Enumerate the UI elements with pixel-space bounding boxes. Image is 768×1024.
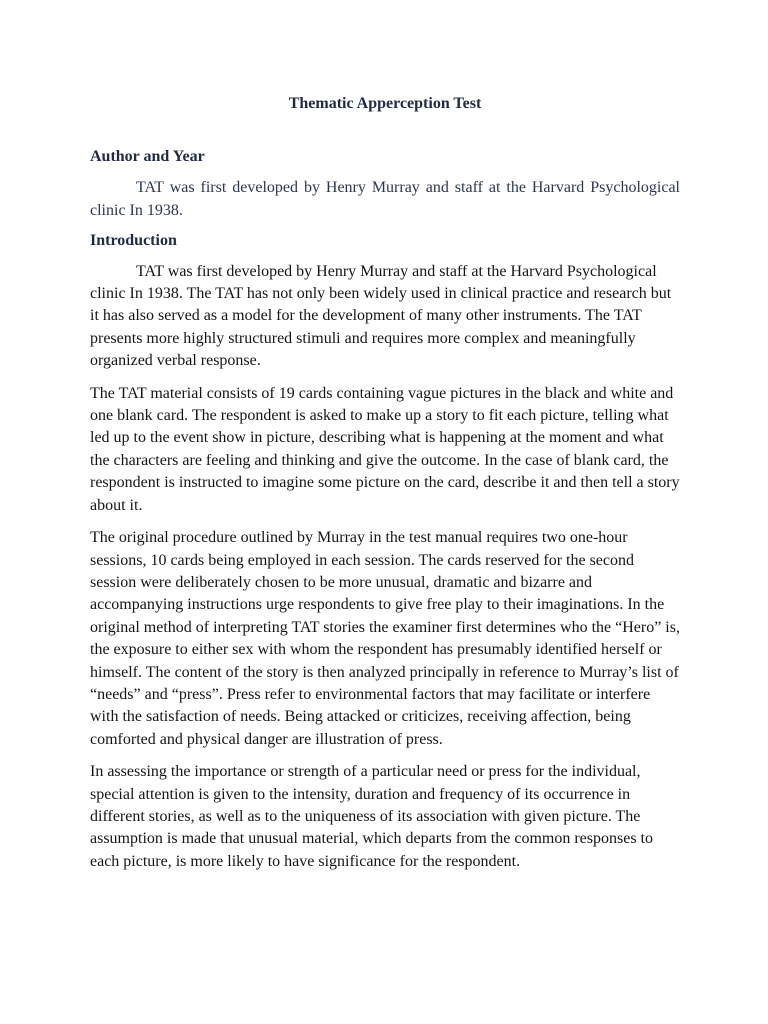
- assessment-paragraph: In assessing the importance or strength of a particular need or press for the individual, special attention is given to the intensity, duration and frequency of its occurrence in different stories, as well as to the uniqueness of its association with given picture. The assumption is made that unusual material, which departs from the common responses to each picture, is more likely to have significance for the respondent.: [90, 763, 653, 870]
- original-procedure-paragraph: The original procedure outlined by Murray in the test manual requires two one-hour sessions, 10 cards being employed in each session. The cards reserved for the second session were deliberately chosen to be more unusual, dramatic and bizarre and accompanying instructions urge respondents to give free play to their imaginations. In the original method of interpreting TAT stories the examiner first determines who the “Hero” is, the exposure to either sex with whom the respondent has presumably identified herself or himself. The content of the story is then analyzed principally in reference to Murray’s list of “needs” and “press”. Press refer to environmental factors that may facilitate or interfere with the satisfaction of needs. Being attacked or criticizes, receiving affection, being comforted and physical danger are illustration of press.: [90, 529, 680, 748]
- introduction-heading: Introduction: [90, 232, 177, 250]
- author-year-paragraph: TAT was first developed by Henry Murray and staff at the Harvard Psychological clinic In 1938.: [90, 179, 680, 219]
- tat-material-paragraph: The TAT material consists of 19 cards containing vague pictures in the black and white and one blank card. The respondent is asked to make up a story to fit each picture, telling what led up to the event show in picture, describing what is happening at the moment and what the characters are feeling and thinking and give the outcome. In the case of blank card, the respondent is instructed to imagine some picture on the card, describe it and then tell a story about it.: [90, 384, 680, 514]
- author-year-heading: Author and Year: [90, 148, 205, 165]
- document-title: Thematic Apperception Test: [288, 95, 482, 112]
- intro-paragraph-1: TAT was first developed by Henry Murray and staff at the Harvard Psychological clinic In 1938. The TAT has not only been widely used in clinical practice and research but it has also served as a model for the development of many other instruments. The TAT presents more highly structured stimuli and requires more complex and meaningfully organized verbal response.: [90, 262, 672, 370]
